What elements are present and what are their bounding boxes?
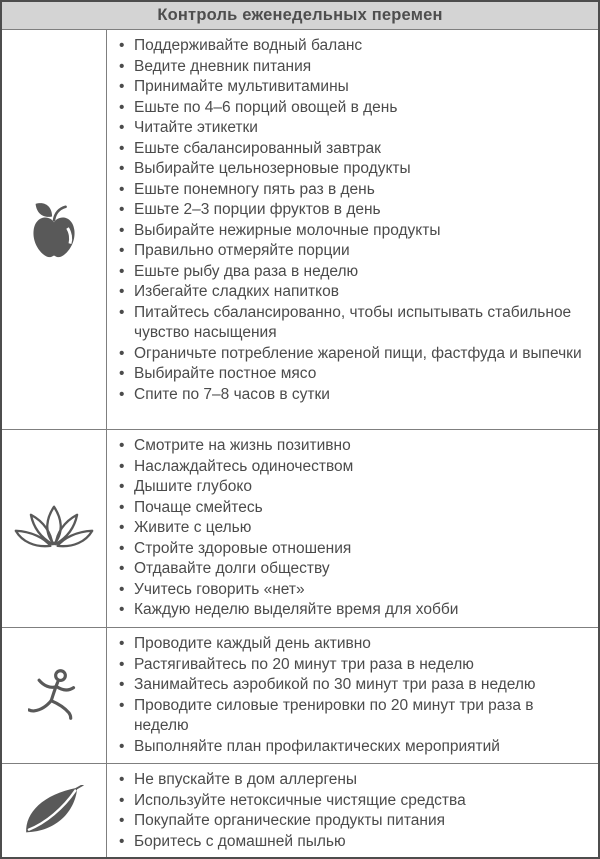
list-item: • Принимайте мультивитамины (134, 77, 592, 98)
list-item: • Проводите каждый день активно (134, 634, 592, 655)
list-item: • Отдавайте долги обществу (134, 559, 592, 580)
list-item: • Дышите глубоко (134, 477, 592, 498)
list-item: • Выбирайте нежирные молочные продукты (134, 221, 592, 242)
list-item: • Боритесь с домашней пылью (134, 832, 592, 853)
list-item: • Стройте здоровые отношения (134, 539, 592, 560)
environment-checklist (107, 770, 592, 852)
page-title: Контроль еженедельных перемен (2, 2, 598, 30)
table-row-nutrition (2, 30, 598, 430)
list-item: • Выбирайте цельнозерновые продукты (134, 159, 592, 180)
list-item: • Ограничьте потребление жареной пищи, фастфуда и выпечки (134, 344, 592, 365)
list-item: • Покупайте органические продукты питания (134, 811, 592, 832)
list-item: • Правильно отмеряйте порции (134, 241, 592, 262)
list-item: • Ешьте 2–3 порции фруктов в день (134, 200, 592, 221)
table-row-fitness (2, 628, 598, 764)
fitness-checklist (107, 634, 592, 757)
list-cell (107, 628, 598, 763)
list-item: • Ведите дневник питания (134, 57, 592, 78)
list-cell (107, 30, 598, 429)
list-item: • Выполняйте план профилактических мероприятий (134, 737, 592, 758)
list-item: • Живите с целью (134, 518, 592, 539)
list-cell (107, 764, 598, 857)
list-item: • Ешьте рыбу два раза в неделю (134, 262, 592, 283)
list-item: • Почаще смейтесь (134, 498, 592, 519)
icon-cell (2, 30, 107, 429)
icon-cell (2, 628, 107, 763)
list-item: • Занимайтесь аэробикой по 30 минут три раза в неделю (134, 675, 592, 696)
runner-icon (28, 667, 80, 725)
list-item: • Проводите силовые тренировки по 20 минут три раза в неделю (134, 696, 592, 737)
list-item: • Каждую неделю выделяйте время для хобби (134, 600, 592, 621)
list-item: • Используйте нетоксичные чистящие средства (134, 791, 592, 812)
mind-checklist (107, 436, 592, 621)
list-item: • Смотрите на жизнь позитивно (134, 436, 592, 457)
table-row-environment (2, 764, 598, 857)
list-item: • Читайте этикетки (134, 118, 592, 139)
table-row-mind (2, 430, 598, 628)
list-item: • Выбирайте постное мясо (134, 364, 592, 385)
list-item: • Ешьте сбалансированный завтрак (134, 139, 592, 160)
list-item: • Избегайте сладких напитков (134, 282, 592, 303)
leaf-icon (24, 785, 84, 837)
list-item: • Учитесь говорить «нет» (134, 580, 592, 601)
list-item: • Поддерживайте водный баланс (134, 36, 592, 57)
icon-cell (2, 764, 107, 857)
list-item: • Ешьте по 4–6 порций овощей в день (134, 98, 592, 119)
icon-cell (2, 430, 107, 627)
apple-icon (23, 197, 85, 263)
nutrition-checklist (107, 36, 592, 405)
list-item: • Не впускайте в дом аллергены (134, 770, 592, 791)
list-item: • Питайтесь сбалансированно, чтобы испытывать стабильное чувство насыщения (134, 303, 592, 344)
list-item: • Ешьте понемногу пять раз в день (134, 180, 592, 201)
list-item: • Наслаждайтесь одиночеством (134, 457, 592, 478)
list-item: • Растягивайтесь по 20 минут три раза в неделю (134, 655, 592, 676)
list-item: • Спите по 7–8 часов в сутки (134, 385, 592, 406)
lotus-icon (14, 503, 94, 555)
list-cell (107, 430, 598, 627)
